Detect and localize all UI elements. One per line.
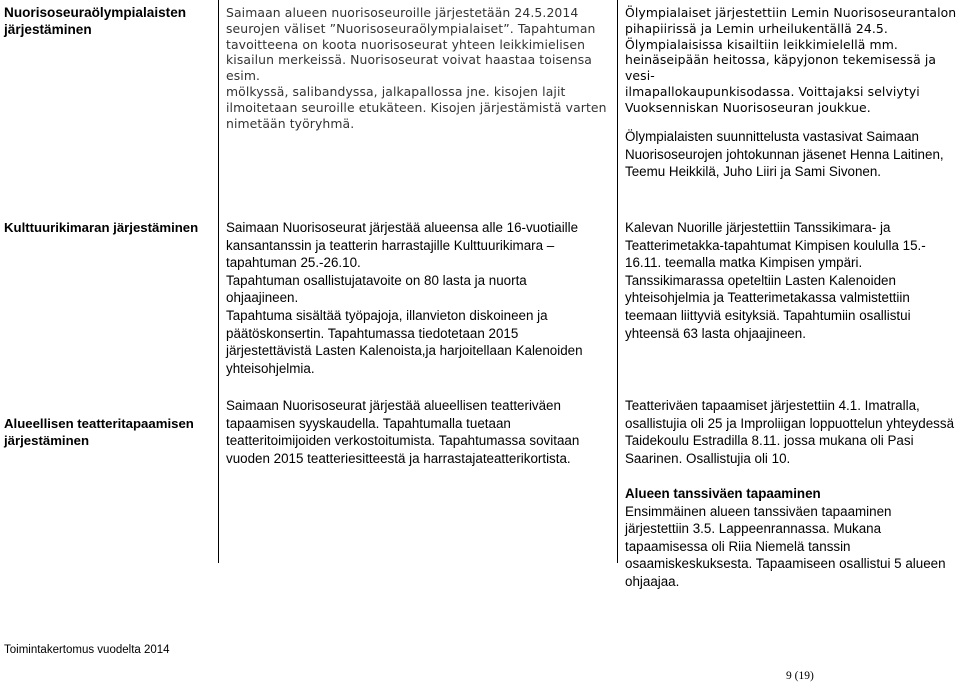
result-text: Kalevan Nuorille järjestettiin Tanssikimara- ja Teatterimetakka-tapahtumat Kimpisen koululla 15.- 16.11. teemalla matka Kimpisen ympäri. Tanssikimarassa opeteltiin Lasten Kalenoiden yhteisohjelmia ja Teatterimetakassa valmistettiin teemaan liittyviä esityksiä. Tapahtumiin osallistui yhteensä 63 lasta ohjaajineen. bbox=[625, 220, 926, 341]
result-text: Ölympialaiset järjestettiin Lemin Nuorisoseurantalon pihapiirissä ja Lemin urheilukentällä 24.5. Ölympialaisissa kisailtiin leikkimielellä mm. heinäseipään heitossa, käpyjonon tekemisessä ja vesi- ilmapallokaupunkisodassa. Voittajaksi selviytyi Vuoksenniskan Nuorisoseuran joukkue. bbox=[625, 5, 957, 115]
result-cell-teatteritapaaminen bbox=[625, 397, 960, 467]
result-cell-tanssivaki bbox=[625, 485, 960, 591]
result-cell-kulttuurikimara bbox=[625, 219, 960, 342]
row-label-kulttuurikimara bbox=[4, 219, 216, 236]
row-label-teatteritapaaminen bbox=[4, 415, 216, 450]
row-label-olympics bbox=[4, 4, 212, 39]
column-divider bbox=[617, 0, 618, 563]
row-label-text: Nuorisoseuraölympialaisten järjestäminen bbox=[4, 5, 187, 38]
result-cell-olympics-organizers bbox=[625, 128, 960, 181]
row-label-text: Kulttuurikimaran järjestäminen bbox=[4, 220, 199, 235]
plan-cell-teatteritapaaminen bbox=[226, 397, 614, 467]
result-text: Teatteriväen tapaamiset järjestettiin 4.1. Imatralla, osallistujia oli 25 ja Improliigan loppuottelun yhteydessä Taidekoulu Estradilla 8.11. jossa mukana oli Pasi Saarinen. Osallistujia oli 10. bbox=[625, 398, 955, 466]
plan-cell-kulttuurikimara bbox=[226, 219, 614, 377]
plan-text: Saimaan Nuorisoseurat järjestää alueellisen teatteriväen tapaamisen syyskaudella. Tapahtumalla tuetaan teatteritoimijoiden verkostoitumista. Tapahtumassa sovitaan vuoden 2015 teatteriesitteestä ja harrastajateatterikortista. bbox=[226, 398, 580, 466]
row-label-text: Alueellisen teatteritapaamisen järjestäminen bbox=[4, 416, 194, 449]
plan-text: Saimaan Nuorisoseurat järjestää alueensa alle 16-vuotiaille kansantanssin ja teatterin harrastajille Kulttuurikimara – tapahtuman 25.-26.10. Tapahtuman osallistujatavoite on 80 lasta ja nuorta ohjaajineen. Tapahtuma sisältää työpajoja, illanvieton diskoineen ja päätöskonsertin. Tapahtumassa tiedotetaan 2015 järjestettävistä Lasten Kalenoista,ja harjoitellaan Kalenoiden yhteisohjelmia. bbox=[226, 220, 583, 376]
column-divider bbox=[218, 0, 219, 563]
page-number: 9 (19) bbox=[786, 670, 814, 682]
plan-cell-olympics bbox=[226, 5, 614, 131]
plan-text: Saimaan alueen nuorisoseuroille järjestetään 24.5.2014 seurojen väliset ”Nuorisoseuraölympialaiset”. Tapahtuman tavoitteena on koota nuorisoseurat yhteen leikkimielisen kisailun merkeissä. Nuorisoseurat voivat haastaa toisensa esim. mölkyssä, salibandyssa, jalkapallossa jne. kisojen lajit ilmoitetaan seuroille etukäteen. Kisojen järjestämistä varten nimetään työryhmä. bbox=[226, 5, 607, 131]
result-cell-olympics bbox=[625, 5, 960, 116]
result-text: Ensimmäinen alueen tanssiväen tapaaminen järjestettiin 3.5. Lappeenrannassa. Mukana tapaamisessa oli Riia Niemelä tanssin osaamiskeskuksesta. Tapaamiseen osallistui 5 alueen ohjaajaa. bbox=[625, 503, 946, 589]
result-text: Ölympialaisten suunnittelusta vastasivat Saimaan Nuorisoseurojen johtokunnan jäsenet Henna Laitinen, Teemu Heikkilä, Juho Liiri ja Sami Sivonen. bbox=[625, 129, 944, 180]
report-title-footer: Toimintakertomus vuodelta 2014 bbox=[4, 644, 170, 656]
sub-heading: Alueen tanssiväen tapaaminen bbox=[625, 486, 821, 501]
